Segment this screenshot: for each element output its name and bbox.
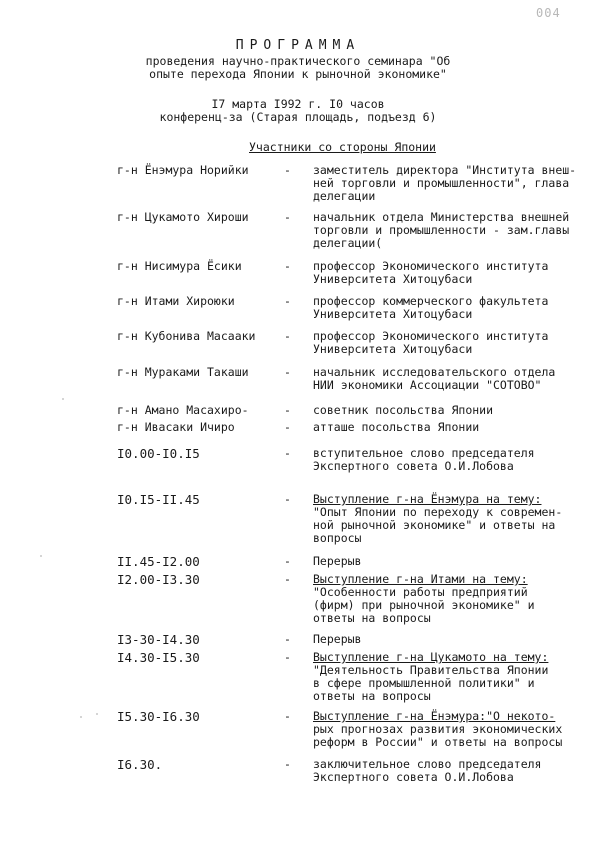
item-line-underlined: Выступление г-на Ёнэмура на тему: (313, 492, 542, 506)
participant-role (313, 164, 583, 203)
item-line: "Особенности работы предприятий (313, 585, 528, 599)
scan-speckle (80, 716, 82, 718)
role-line: Университета Хитоцубаси (313, 272, 473, 286)
item-line: реформ в России" и ответы на вопросы (313, 735, 563, 749)
event-date: I7 марта I992 г. I0 часов (211, 97, 385, 111)
participant-role (313, 366, 583, 392)
dash: - (284, 446, 291, 460)
item-line-underlined: Выступление г-на Цукамото на тему: (313, 650, 549, 664)
participants-heading: Участники со стороны Японии (249, 140, 436, 154)
dash: - (284, 403, 291, 417)
item-line-underlined: Выступление г-на Итами на тему: (313, 572, 528, 586)
participant-name: г-н Мураками Такаши (117, 365, 249, 379)
role-line: делегации( (313, 236, 383, 250)
item-line: вступительное слово председателя (313, 446, 535, 460)
item-line: вопросы (313, 531, 362, 545)
participant-role (313, 260, 583, 286)
schedule-item (313, 493, 583, 545)
role-line: профессор Экономического института (313, 329, 549, 343)
item-line-underlined: Выступление г-на Ёнэмура:"О некото- (313, 709, 556, 723)
participant-name: г-н Ёнэмура Норийки (117, 163, 249, 177)
schedule-time: I2.00-I3.30 (117, 572, 200, 587)
dash: - (284, 163, 291, 177)
schedule-item (313, 651, 583, 703)
schedule-item (313, 633, 583, 646)
item-line: Перерыв (313, 632, 362, 646)
role-line: начальник исследовательского отдела (313, 365, 556, 379)
document-subtitle-line-1: проведения научно-практического семинара "Об (145, 54, 451, 68)
dash: - (284, 554, 291, 568)
participant-role (313, 211, 583, 250)
item-line: Экспертного совета О.И.Лобова (313, 459, 514, 473)
dash: - (284, 757, 291, 771)
dash: - (284, 210, 291, 224)
role-line: Университета Хитоцубаси (313, 342, 473, 356)
role-line: НИИ экономики Ассоциации "СОТОВО" (313, 378, 542, 392)
archive-stamp: 004 (536, 6, 561, 20)
item-line: Экспертного совета О.И.Лобова (313, 770, 514, 784)
dash: - (284, 294, 291, 308)
participant-role (313, 330, 583, 356)
participant-name: г-н Ивасаки Ичиро (117, 420, 235, 434)
dash: - (284, 420, 291, 434)
participant-role (313, 295, 583, 321)
role-line: атташе посольства Японии (313, 420, 480, 434)
participant-name: г-н Кубонива Масааки (117, 329, 256, 343)
schedule-item (313, 573, 583, 625)
dash: - (284, 492, 291, 506)
participant-role (313, 404, 583, 417)
item-line: ответы на вопросы (313, 611, 431, 625)
scan-speckle (40, 555, 42, 557)
role-line: делегации (313, 189, 376, 203)
schedule-time: I3-30-I4.30 (117, 632, 200, 647)
dash: - (284, 329, 291, 343)
role-line: ней торговли и промышленности", глава (313, 176, 570, 190)
schedule-time: I0.00-I0.I5 (117, 446, 200, 461)
item-line: заключительное слово председателя (313, 757, 542, 771)
dash: - (284, 572, 291, 586)
item-line: "Деятельность Правительства Японии (313, 663, 549, 677)
participant-name: г-н Цукамото Хироши (117, 210, 249, 224)
role-line: профессор Экономического института (313, 259, 549, 273)
role-line: начальник отдела Министерства внешней (313, 210, 570, 224)
item-line: ной рыночной экономике" и ответы на (313, 518, 556, 532)
scan-speckle (96, 713, 98, 715)
schedule-item (313, 758, 583, 784)
item-line: ответы на вопросы (313, 689, 431, 703)
dash: - (284, 365, 291, 379)
schedule-time: II.45-I2.00 (117, 554, 200, 569)
participant-name: г-н Итами Хироюки (117, 294, 235, 308)
role-line: заместитель директора "Института внеш- (313, 163, 577, 177)
participant-role (313, 421, 583, 434)
role-line: профессор коммерческого факультета (313, 294, 549, 308)
event-location: конференц-за (Старая площадь, подъезд 6) (159, 110, 437, 124)
role-line: советник посольства Японии (313, 403, 494, 417)
dash: - (284, 259, 291, 273)
participant-name: г-н Нисимура Ёсики (117, 259, 242, 273)
schedule-item (313, 555, 583, 568)
item-line: (фирм) при рыночной экономике" и (313, 598, 535, 612)
dash: - (284, 632, 291, 646)
schedule-time: I5.30-I6.30 (117, 709, 200, 724)
schedule-time: I6.30. (117, 757, 163, 772)
schedule-item (313, 710, 583, 749)
schedule-time: I0.I5-II.45 (117, 492, 200, 507)
schedule-time: I4.30-I5.30 (117, 650, 200, 665)
scan-speckle (62, 398, 64, 400)
dash: - (284, 709, 291, 723)
role-line: Университета Хитоцубаси (313, 307, 473, 321)
item-line: рых прогнозах развития экономических (313, 722, 563, 736)
role-line: торговли и промышленности - зам.главы (313, 223, 570, 237)
document-subtitle-line-2: опыте перехода Японии к рыночной экономике" (149, 67, 447, 81)
document-title: ПРОГРАММА (235, 38, 361, 53)
item-line: "Опыт Японии по переходу к современ- (313, 505, 563, 519)
item-line: Перерыв (313, 554, 362, 568)
dash: - (284, 650, 291, 664)
participant-name: г-н Амано Масахиро- (117, 403, 249, 417)
item-line: в сфере промышленной политики" и (313, 676, 535, 690)
schedule-item (313, 447, 583, 473)
